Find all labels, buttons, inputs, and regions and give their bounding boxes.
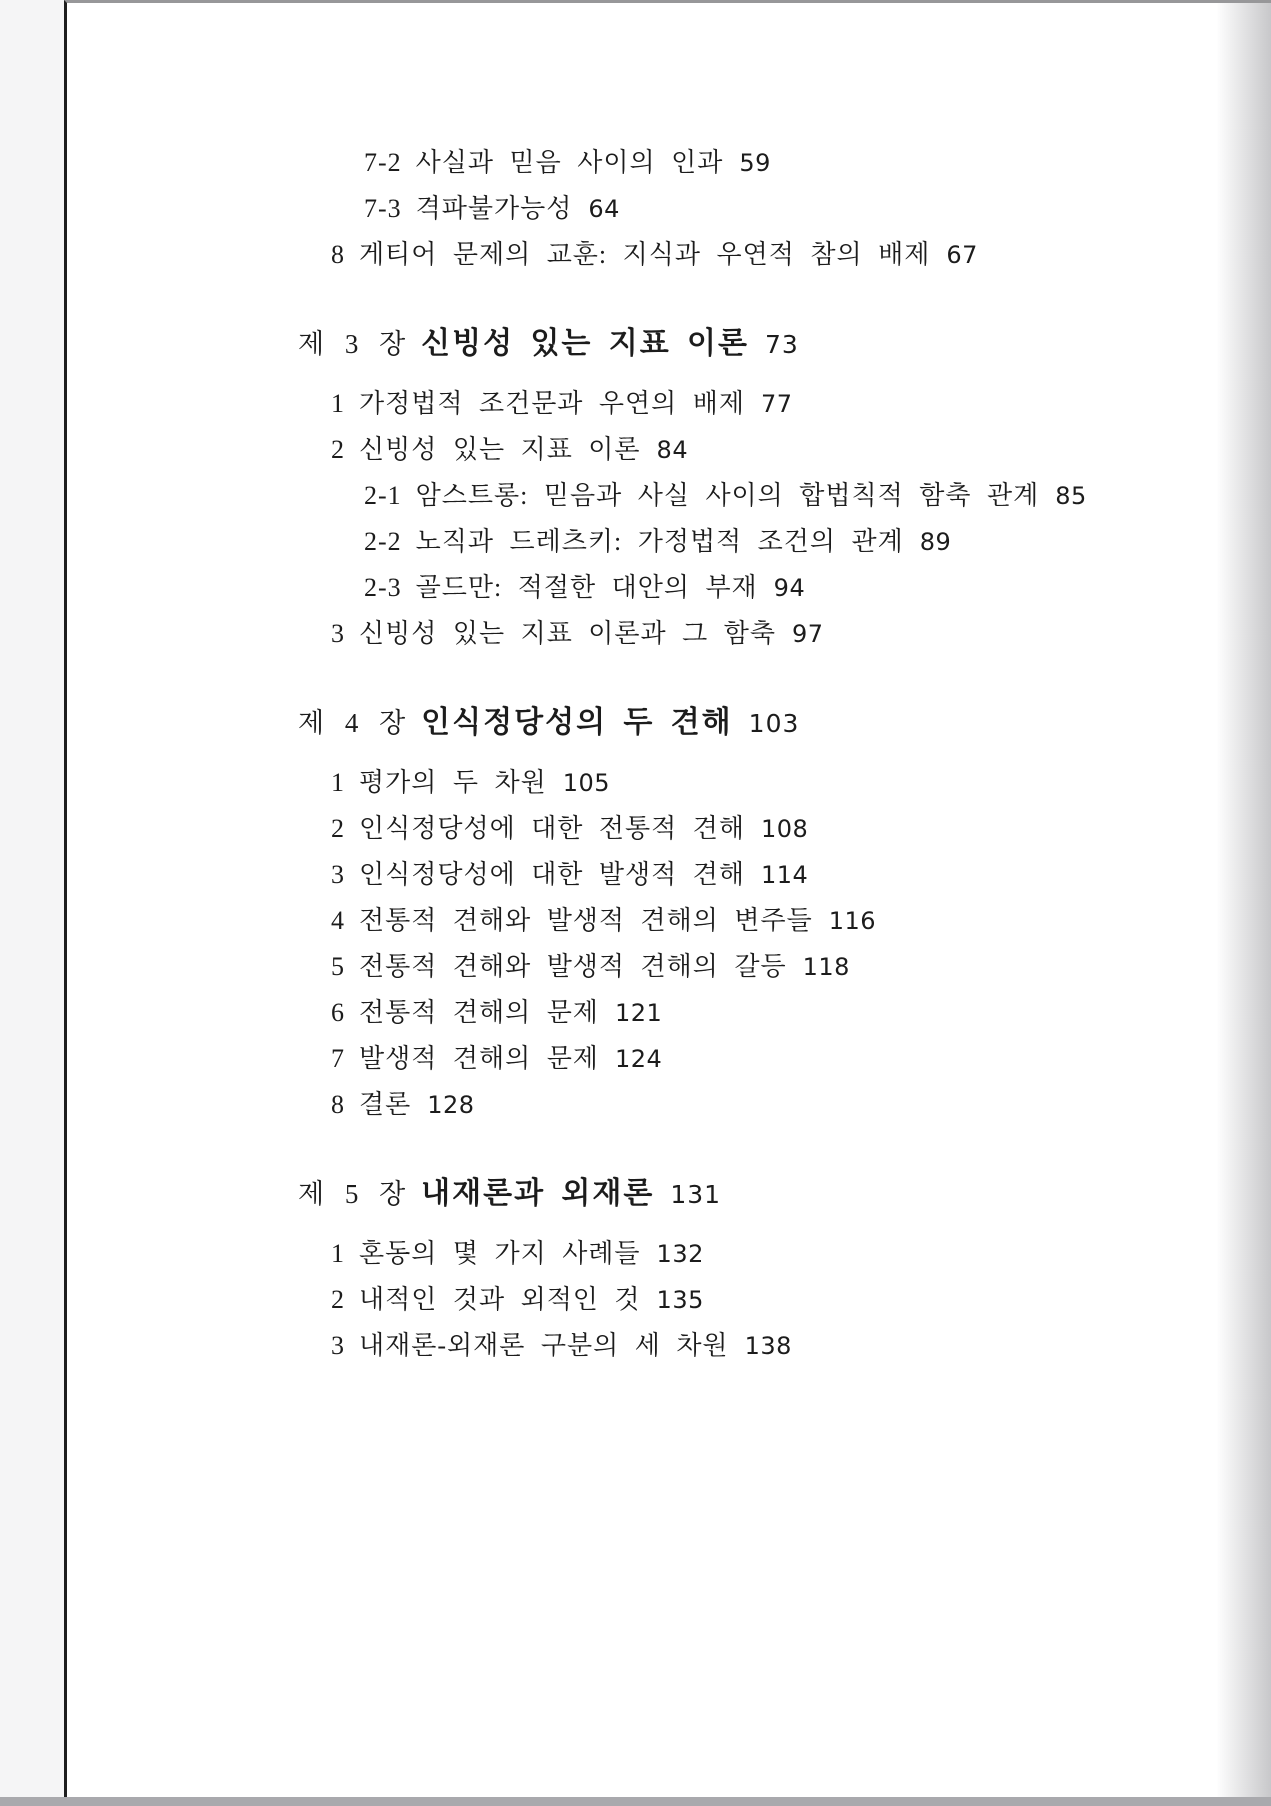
toc-entry [331, 952, 1231, 982]
entry-number: 8 [331, 1090, 345, 1119]
entry-page-number: 67 [946, 241, 978, 269]
toc-entry [331, 1331, 1231, 1361]
toc-entry [331, 906, 1231, 936]
entry-page-number: 128 [427, 1091, 475, 1119]
entry-title: 암스트롱: 믿음과 사실 사이의 합법칙적 함축 관계 [415, 481, 1040, 510]
toc-entry [331, 619, 1231, 649]
toc-entry [364, 194, 1231, 224]
chapter-title: 신빙성 있는 지표 이론 [421, 327, 749, 360]
toc-entry [331, 860, 1231, 890]
entry-page-number: 105 [562, 769, 611, 797]
entry-page-number: 77 [761, 390, 793, 418]
entry-number: 4 [331, 906, 345, 935]
entry-page-number: 118 [802, 953, 850, 981]
entry-number: 2 [331, 435, 345, 464]
toc-leading-entries [131, 148, 1231, 270]
entry-title: 신빙성 있는 지표 이론과 그 함축 [359, 619, 777, 648]
entry-title: 격파불가능성 [415, 194, 573, 223]
entry-page-number: 89 [919, 528, 952, 556]
chapter-heading [298, 1176, 1231, 1213]
page-bottom-edge [0, 1797, 1271, 1806]
toc-entry [331, 1285, 1231, 1315]
entry-page-number: 108 [761, 815, 809, 843]
table-of-contents [131, 148, 1231, 1377]
entry-page-number: 124 [614, 1045, 663, 1073]
entry-title: 사실과 믿음 사이의 인과 [415, 148, 724, 177]
toc-entry [364, 527, 1231, 557]
entry-title: 가정법적 조건문과 우연의 배제 [359, 389, 746, 418]
entry-title: 전통적 견해와 발생적 견해의 변주들 [359, 906, 813, 935]
entry-page-number: 64 [588, 195, 620, 223]
chapter-heading [298, 705, 1231, 742]
entry-page-number: 84 [656, 436, 689, 464]
entry-number: 6 [331, 998, 345, 1027]
toc-entry [364, 573, 1231, 603]
chapter-title: 인식정당성의 두 견해 [421, 706, 733, 739]
entry-number: 2-3 [364, 573, 402, 602]
chapter-number-label: 제 5 장 [298, 1179, 410, 1209]
toc-entry [331, 389, 1231, 419]
entry-title: 발생적 견해의 문제 [359, 1044, 599, 1073]
chapter-page-number: 103 [748, 709, 800, 738]
entry-page-number: 116 [828, 907, 877, 935]
chapter-number-label: 제 4 장 [298, 708, 410, 738]
entry-title: 신빙성 있는 지표 이론 [359, 435, 641, 464]
entry-number: 7-2 [364, 148, 402, 177]
entry-number: 2 [331, 1285, 345, 1314]
toc-entry [331, 1239, 1231, 1269]
entry-number: 5 [331, 952, 345, 981]
entry-number: 8 [331, 240, 345, 269]
entry-title: 전통적 견해와 발생적 견해의 갈등 [359, 952, 787, 981]
chapter-page-number: 131 [670, 1180, 722, 1209]
entry-number: 1 [331, 1239, 345, 1268]
entry-title: 내재론-외재론 구분의 세 차원 [359, 1331, 729, 1360]
chapter-number-label: 제 3 장 [298, 329, 410, 359]
entry-title: 인식정당성에 대한 전통적 견해 [359, 814, 746, 843]
entry-page-number: 94 [773, 574, 806, 602]
entry-page-number: 132 [656, 1240, 704, 1268]
toc-entry [331, 1044, 1231, 1074]
entry-number: 2-2 [364, 527, 402, 556]
chapter-title: 내재론과 외재론 [421, 1177, 655, 1210]
entry-page-number: 85 [1055, 482, 1087, 510]
toc-entry [331, 435, 1231, 465]
chapter-heading [298, 326, 1231, 363]
entry-title: 평가의 두 차원 [359, 768, 547, 797]
chapter-page-number: 73 [765, 330, 799, 359]
entry-number: 2-1 [364, 481, 402, 510]
entry-title: 전통적 견해의 문제 [359, 998, 599, 1027]
toc-entry [364, 148, 1231, 178]
book-page [64, 0, 1271, 1797]
entry-page-number: 138 [744, 1332, 792, 1360]
toc-entry [364, 481, 1231, 511]
entry-title: 인식정당성에 대한 발생적 견해 [359, 860, 746, 889]
entry-page-number: 97 [792, 620, 824, 648]
entry-number: 3 [331, 619, 345, 648]
entry-page-number: 135 [656, 1286, 704, 1314]
entry-number: 1 [331, 389, 345, 418]
entry-title: 게티어 문제의 교훈: 지식과 우연적 참의 배제 [359, 240, 931, 269]
entry-page-number: 121 [614, 999, 663, 1027]
entry-page-number: 114 [761, 861, 809, 889]
entry-number: 7-3 [364, 194, 402, 223]
toc-entry [331, 240, 1231, 270]
entry-page-number: 59 [739, 149, 771, 177]
toc-entry [331, 998, 1231, 1028]
entry-number: 3 [331, 1331, 345, 1360]
entry-number: 3 [331, 860, 345, 889]
entry-number: 1 [331, 768, 345, 797]
entry-title: 결론 [359, 1090, 412, 1119]
toc-entry [331, 1090, 1231, 1120]
entry-number: 2 [331, 814, 345, 843]
toc-entry [331, 768, 1231, 798]
entry-title: 내적인 것과 외적인 것 [359, 1285, 641, 1314]
entry-number: 7 [331, 1044, 345, 1073]
toc-entry [331, 814, 1231, 844]
entry-title: 노직과 드레츠키: 가정법적 조건의 관계 [415, 527, 904, 556]
entry-title: 골드만: 적절한 대안의 부재 [415, 573, 758, 602]
entry-title: 혼동의 몇 가지 사례들 [359, 1239, 641, 1268]
